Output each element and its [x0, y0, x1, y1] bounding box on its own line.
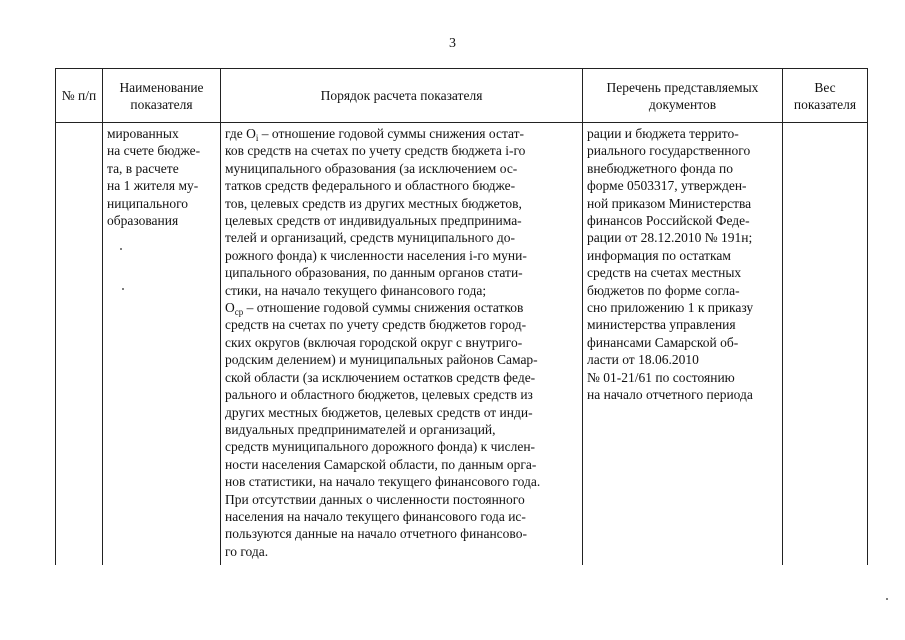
method-line: При отсутствии данных о численности постоянного: [225, 491, 525, 507]
name-line: мированных: [107, 126, 179, 141]
method-line: населения на начало текущего финансового года ис-: [225, 508, 526, 524]
header-name: Наименование показателя: [103, 69, 221, 123]
docs-line: средств на счетах местных: [587, 265, 742, 281]
name-line: та, в расчете: [107, 160, 179, 176]
docs-line: финансов Российской Феде-: [587, 213, 750, 229]
formula-subscript: i: [255, 133, 259, 143]
method-line: го года.: [225, 543, 269, 559]
table-row: [56, 123, 868, 566]
docs-line: на начало отчетного периода: [587, 387, 753, 403]
method-line: других местных бюджетов, целевых средств от инди-: [225, 404, 533, 420]
method-line: родским делением) и муниципальных районов Самар-: [225, 352, 538, 368]
method-line: ков средств на счетах по учету средств бюджета i-го: [225, 143, 526, 159]
docs-line: финансами Самарской об-: [587, 334, 739, 350]
scan-speck: [886, 598, 888, 600]
method-line: средств муниципального дорожного фонда) к числен-: [225, 439, 536, 455]
header-weight: Вес показателя: [783, 69, 868, 123]
docs-line: ной приказом Министерства: [587, 195, 752, 211]
cell-name: [103, 123, 221, 566]
name-line: на счете бюдже-: [107, 143, 201, 159]
name-line: образования: [107, 213, 179, 229]
scan-speck: [122, 288, 124, 290]
docs-line: внебюджетного фонда по: [587, 160, 734, 176]
method-line: рожного фонда) к численности населения i-го муни-: [225, 247, 527, 263]
docs-line: ласти от 18.06.2010: [587, 352, 699, 368]
indicator-table: [55, 68, 868, 565]
header-num: № п/п: [56, 69, 103, 123]
method-line: $O_{ср}$ – отношение годовой суммы снижения остатков: [225, 300, 524, 318]
method-line: татков средств федерального и областного бюдже-: [225, 178, 516, 194]
docs-line: рации от 28.12.2010 № 191н;: [587, 230, 753, 246]
docs-line: информация по остаткам: [587, 247, 731, 263]
method-line: ских округов (включая городской округ с внутриго-: [225, 334, 523, 350]
method-line: пользуются данные на начало отчетного финансово-: [225, 526, 527, 542]
docs-line: форме 0503317, утвержден-: [587, 178, 747, 194]
method-line: средств на счетах по учету средств бюджетов город-: [225, 317, 527, 333]
docs-line: рации и бюджета террито-: [587, 126, 739, 141]
cell-weight: [783, 123, 868, 566]
table-header-row: [56, 69, 868, 123]
docs-line: сно приложению 1 к приказу: [587, 300, 754, 316]
header-method: Порядок расчета показателя: [221, 69, 583, 123]
method-line: видуальных предпринимателей и организаций,: [225, 421, 496, 437]
method-line: стики, на начало текущего финансового года;: [225, 282, 487, 298]
docs-line: № 01-21/61 по состоянию: [587, 369, 735, 385]
method-line: ской области (за исключением остатков средств феде-: [225, 369, 536, 385]
method-line: рального и областного бюджетов, целевых средств из: [225, 387, 533, 403]
docs-line: бюджетов по форме согла-: [587, 282, 740, 298]
name-line: ниципального: [107, 195, 189, 211]
cell-num: [56, 123, 103, 566]
cell-method: [221, 123, 583, 566]
method-line: ципального образования, по данным органов стати-: [225, 265, 523, 281]
method-line: ности населения Самарской области, по данным орга-: [225, 456, 537, 472]
method-line: муниципального образования (за исключением ос-: [225, 160, 518, 176]
cell-docs: [583, 123, 783, 566]
method-line: тов, целевых средств из других местных бюджетов,: [225, 195, 522, 211]
method-line: целевых средств от индивидуальных предпринима-: [225, 213, 522, 229]
header-docs: Перечень представляемых документов: [583, 69, 783, 123]
method-line: телей и организаций, средств муниципального до-: [225, 230, 515, 246]
method-line: нов статистики, на начало текущего финансового года.: [225, 474, 541, 490]
name-line: на 1 жителя му-: [107, 178, 199, 194]
scan-speck: [120, 248, 122, 250]
formula-subscript: ср: [234, 307, 244, 318]
docs-line: риального государственного: [587, 143, 751, 159]
page-number: 3: [449, 36, 456, 51]
docs-line: министерства управления: [587, 317, 736, 333]
method-line: где $O_i$ – отношение годовой суммы снижения остат-: [225, 126, 525, 143]
